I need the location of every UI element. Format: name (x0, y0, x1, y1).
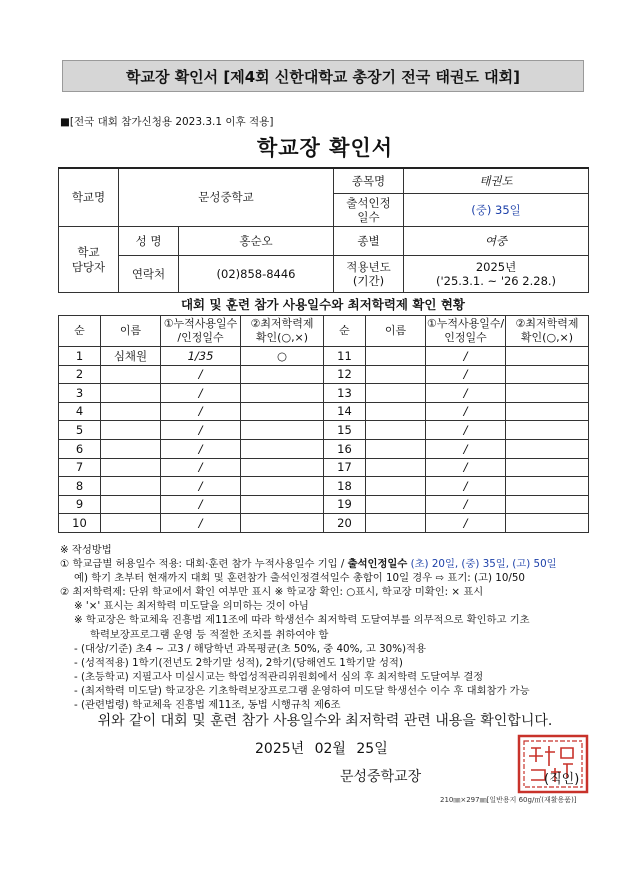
note-6: - (최저학력 미도달) 학교장은 기초학력보장프로그램 운영하여 미도달 학생선수 이수 후 대회참가 가능 (74, 684, 530, 697)
header-name: 이름 (101, 316, 161, 347)
notice-line: ■[전국 대회 참가신청용 2023.3.1 이후 적용] (60, 116, 274, 128)
row-number-right: 16 (324, 439, 366, 458)
row-number-right: 20 (324, 514, 366, 533)
row-days-right: / (426, 365, 506, 384)
name-value: 홍순오 (179, 227, 334, 256)
row-days: / (161, 477, 241, 496)
row-academic-check (241, 439, 324, 458)
row-name (101, 402, 161, 421)
row-name-right (366, 495, 426, 514)
header-no-right: 순 (324, 316, 366, 347)
contact-value: (02)858-8446 (179, 256, 334, 293)
year-value: 2025년 ('25.3.1. ~ '26 2.28.) (404, 256, 589, 293)
row-academic-check-right (506, 458, 589, 477)
header-academic: ②최저학력제 확인(○,×) (241, 316, 324, 347)
row-name-right (366, 439, 426, 458)
row-academic-check (241, 384, 324, 403)
row-number: 6 (59, 439, 101, 458)
row-academic-check-right (506, 495, 589, 514)
manager-label: 학교 담당자 (59, 227, 119, 293)
note-4: - (성적적용) 1학기(전년도 2학기말 성적), 2학기(당해연도 1학기말 성적) (74, 656, 403, 669)
row-name (101, 421, 161, 440)
document-title: 학교장 확인서 (256, 136, 394, 160)
table-row (59, 347, 589, 366)
row-number: 8 (59, 477, 101, 496)
row-name-right (366, 365, 426, 384)
row-number-right: 15 (324, 421, 366, 440)
document-banner: 학교장 확인서 [제4회 신한대학교 총장기 전국 태권도 대회] (62, 60, 584, 92)
row-academic-check (241, 365, 324, 384)
row-name (101, 365, 161, 384)
row-days: / (161, 514, 241, 533)
name-label: 성 명 (119, 227, 179, 256)
note-1 (60, 557, 595, 571)
table-row (59, 477, 589, 496)
row-academic-check (241, 402, 324, 421)
row-academic-check (241, 514, 324, 533)
table-row (59, 495, 589, 514)
signing-date: 2025년 02월 25일 (255, 741, 388, 757)
row-days: / (161, 402, 241, 421)
year-label: 적용년도 (기간) (334, 256, 404, 293)
note-2-line4: 학력보장프로그램 운영 등 적절한 조치를 취하여야 함 (90, 628, 329, 641)
contact-label: 연락처 (119, 256, 179, 293)
attendance-value: (중) 35일 (404, 194, 589, 227)
table-row (59, 458, 589, 477)
row-name (101, 384, 161, 403)
row-name (101, 514, 161, 533)
row-number: 9 (59, 495, 101, 514)
row-name-right (366, 458, 426, 477)
table-row (59, 365, 589, 384)
table-row (59, 514, 589, 533)
seal-label: (직인) (544, 772, 580, 787)
note-2: ② 최저학력제: 단위 학교에서 확인 여부만 표시 ※ 학교장 확인: ○표시, 학교장 미확인: × 표시 (60, 586, 484, 599)
note-7: - (관련법령) 학교체육 진흥법 제11조, 동법 시행규칙 제6조 (74, 699, 341, 712)
row-days-right: / (426, 384, 506, 403)
attendance-label: 출석인정 일수 (334, 194, 404, 227)
row-academic-check-right (506, 439, 589, 458)
row-name: 심채원 (101, 347, 161, 366)
confirmation-statement: 위와 같이 대회 및 훈련 참가 사용일수와 최저학력 관련 내용을 확인합니다. (97, 713, 553, 729)
row-academic-check-right (506, 365, 589, 384)
header-no: 순 (59, 316, 101, 347)
gender-label: 종별 (334, 227, 404, 256)
note-1-bold: 출석인정일수 (347, 558, 408, 571)
header-days-right: ①누적사용일수/ 인정일수 (426, 316, 506, 347)
header-academic-right: ②최저학력제 확인(○,×) (506, 316, 589, 347)
row-academic-check-right (506, 477, 589, 496)
row-name-right (366, 402, 426, 421)
row-name (101, 477, 161, 496)
row-number-right: 12 (324, 365, 366, 384)
table-row (59, 402, 589, 421)
row-days-right: / (426, 458, 506, 477)
row-days: / (161, 421, 241, 440)
sport-value: 태권도 (404, 168, 589, 194)
table-header-row (59, 316, 589, 347)
row-academic-check-right (506, 402, 589, 421)
paper-spec: 210㎜×297㎜[일반용지 60g/㎡(재활용품)] (440, 796, 577, 804)
sport-label: 종목명 (334, 168, 404, 194)
school-label: 학교명 (59, 168, 119, 227)
row-days-right: / (426, 514, 506, 533)
table-row (59, 421, 589, 440)
row-number-right: 11 (324, 347, 366, 366)
row-name (101, 439, 161, 458)
note-2-line3: ※ 학교장은 학교체육 진흥법 제11조에 따라 학생선수 최저학력 도달여부를 의무적으로 확인하고 기초 (74, 614, 530, 627)
row-days: 1/35 (161, 347, 241, 366)
note-3: - (대상/기준) 초4 ~ 고3 / 해당학년 과목평균(초 50%, 중 40%, 고 30%)적용 (74, 642, 426, 655)
gender-value: 여중 (404, 227, 589, 256)
school-name: 문성중학교 (119, 168, 334, 227)
row-number: 1 (59, 347, 101, 366)
row-days: / (161, 495, 241, 514)
row-number-right: 13 (324, 384, 366, 403)
row-days: / (161, 439, 241, 458)
row-days-right: / (426, 402, 506, 421)
row-number: 7 (59, 458, 101, 477)
row-name (101, 458, 161, 477)
row-days-right: / (426, 477, 506, 496)
row-number: 5 (59, 421, 101, 440)
row-number-right: 17 (324, 458, 366, 477)
row-number-right: 14 (324, 402, 366, 421)
row-academic-check (241, 477, 324, 496)
row-name-right (366, 421, 426, 440)
notes-heading: ※ 작성방법 (60, 544, 112, 556)
table-row (59, 384, 589, 403)
row-number-right: 18 (324, 477, 366, 496)
row-academic-check-right (506, 347, 589, 366)
row-academic-check-right (506, 384, 589, 403)
row-name-right (366, 477, 426, 496)
note-1-example: 예) 학기 초부터 현재까지 대회 및 훈련참가 출석인정결석일수 총합이 10일 경우 ⇨ 표기: (고) 10/50 (74, 572, 525, 585)
principal-name: 문성중학교장 (340, 769, 422, 785)
row-name-right (366, 347, 426, 366)
instructions (60, 543, 595, 712)
row-days-right: / (426, 347, 506, 366)
table-row (59, 439, 589, 458)
participation-table (58, 315, 589, 533)
header-days: ①누적사용일수 /인정일수 (161, 316, 241, 347)
row-days: / (161, 384, 241, 403)
row-name-right (366, 514, 426, 533)
row-academic-check (241, 421, 324, 440)
row-days: / (161, 458, 241, 477)
row-academic-check (241, 495, 324, 514)
row-academic-check: ○ (241, 347, 324, 366)
row-academic-check-right (506, 514, 589, 533)
row-number: 3 (59, 384, 101, 403)
note-2-line2: ※ '×' 표시는 최저학력 미도달을 의미하는 것이 아님 (74, 600, 309, 613)
row-number: 10 (59, 514, 101, 533)
section-title: 대회 및 훈련 참가 사용일수와 최저학력제 확인 현황 (180, 297, 466, 312)
note-5: - (초등학교) 지필고사 미실시교는 학업성적관리위원회에서 심의 후 최저학력 도달여부 결정 (74, 670, 484, 683)
row-academic-check-right (506, 421, 589, 440)
note-1-text: ① 학교급별 허용일수 적용: 대회·훈련 참가 누적사용일수 기입 / (60, 558, 348, 571)
info-table (58, 167, 589, 293)
row-number-right: 19 (324, 495, 366, 514)
row-name (101, 495, 161, 514)
row-days-right: / (426, 495, 506, 514)
row-days: / (161, 365, 241, 384)
row-number: 2 (59, 365, 101, 384)
row-academic-check (241, 458, 324, 477)
note-1-days: (초) 20일, (중) 35일, (고) 50일 (407, 558, 557, 571)
row-days-right: / (426, 439, 506, 458)
row-name-right (366, 384, 426, 403)
row-number: 4 (59, 402, 101, 421)
header-name-right: 이름 (366, 316, 426, 347)
row-days-right: / (426, 421, 506, 440)
